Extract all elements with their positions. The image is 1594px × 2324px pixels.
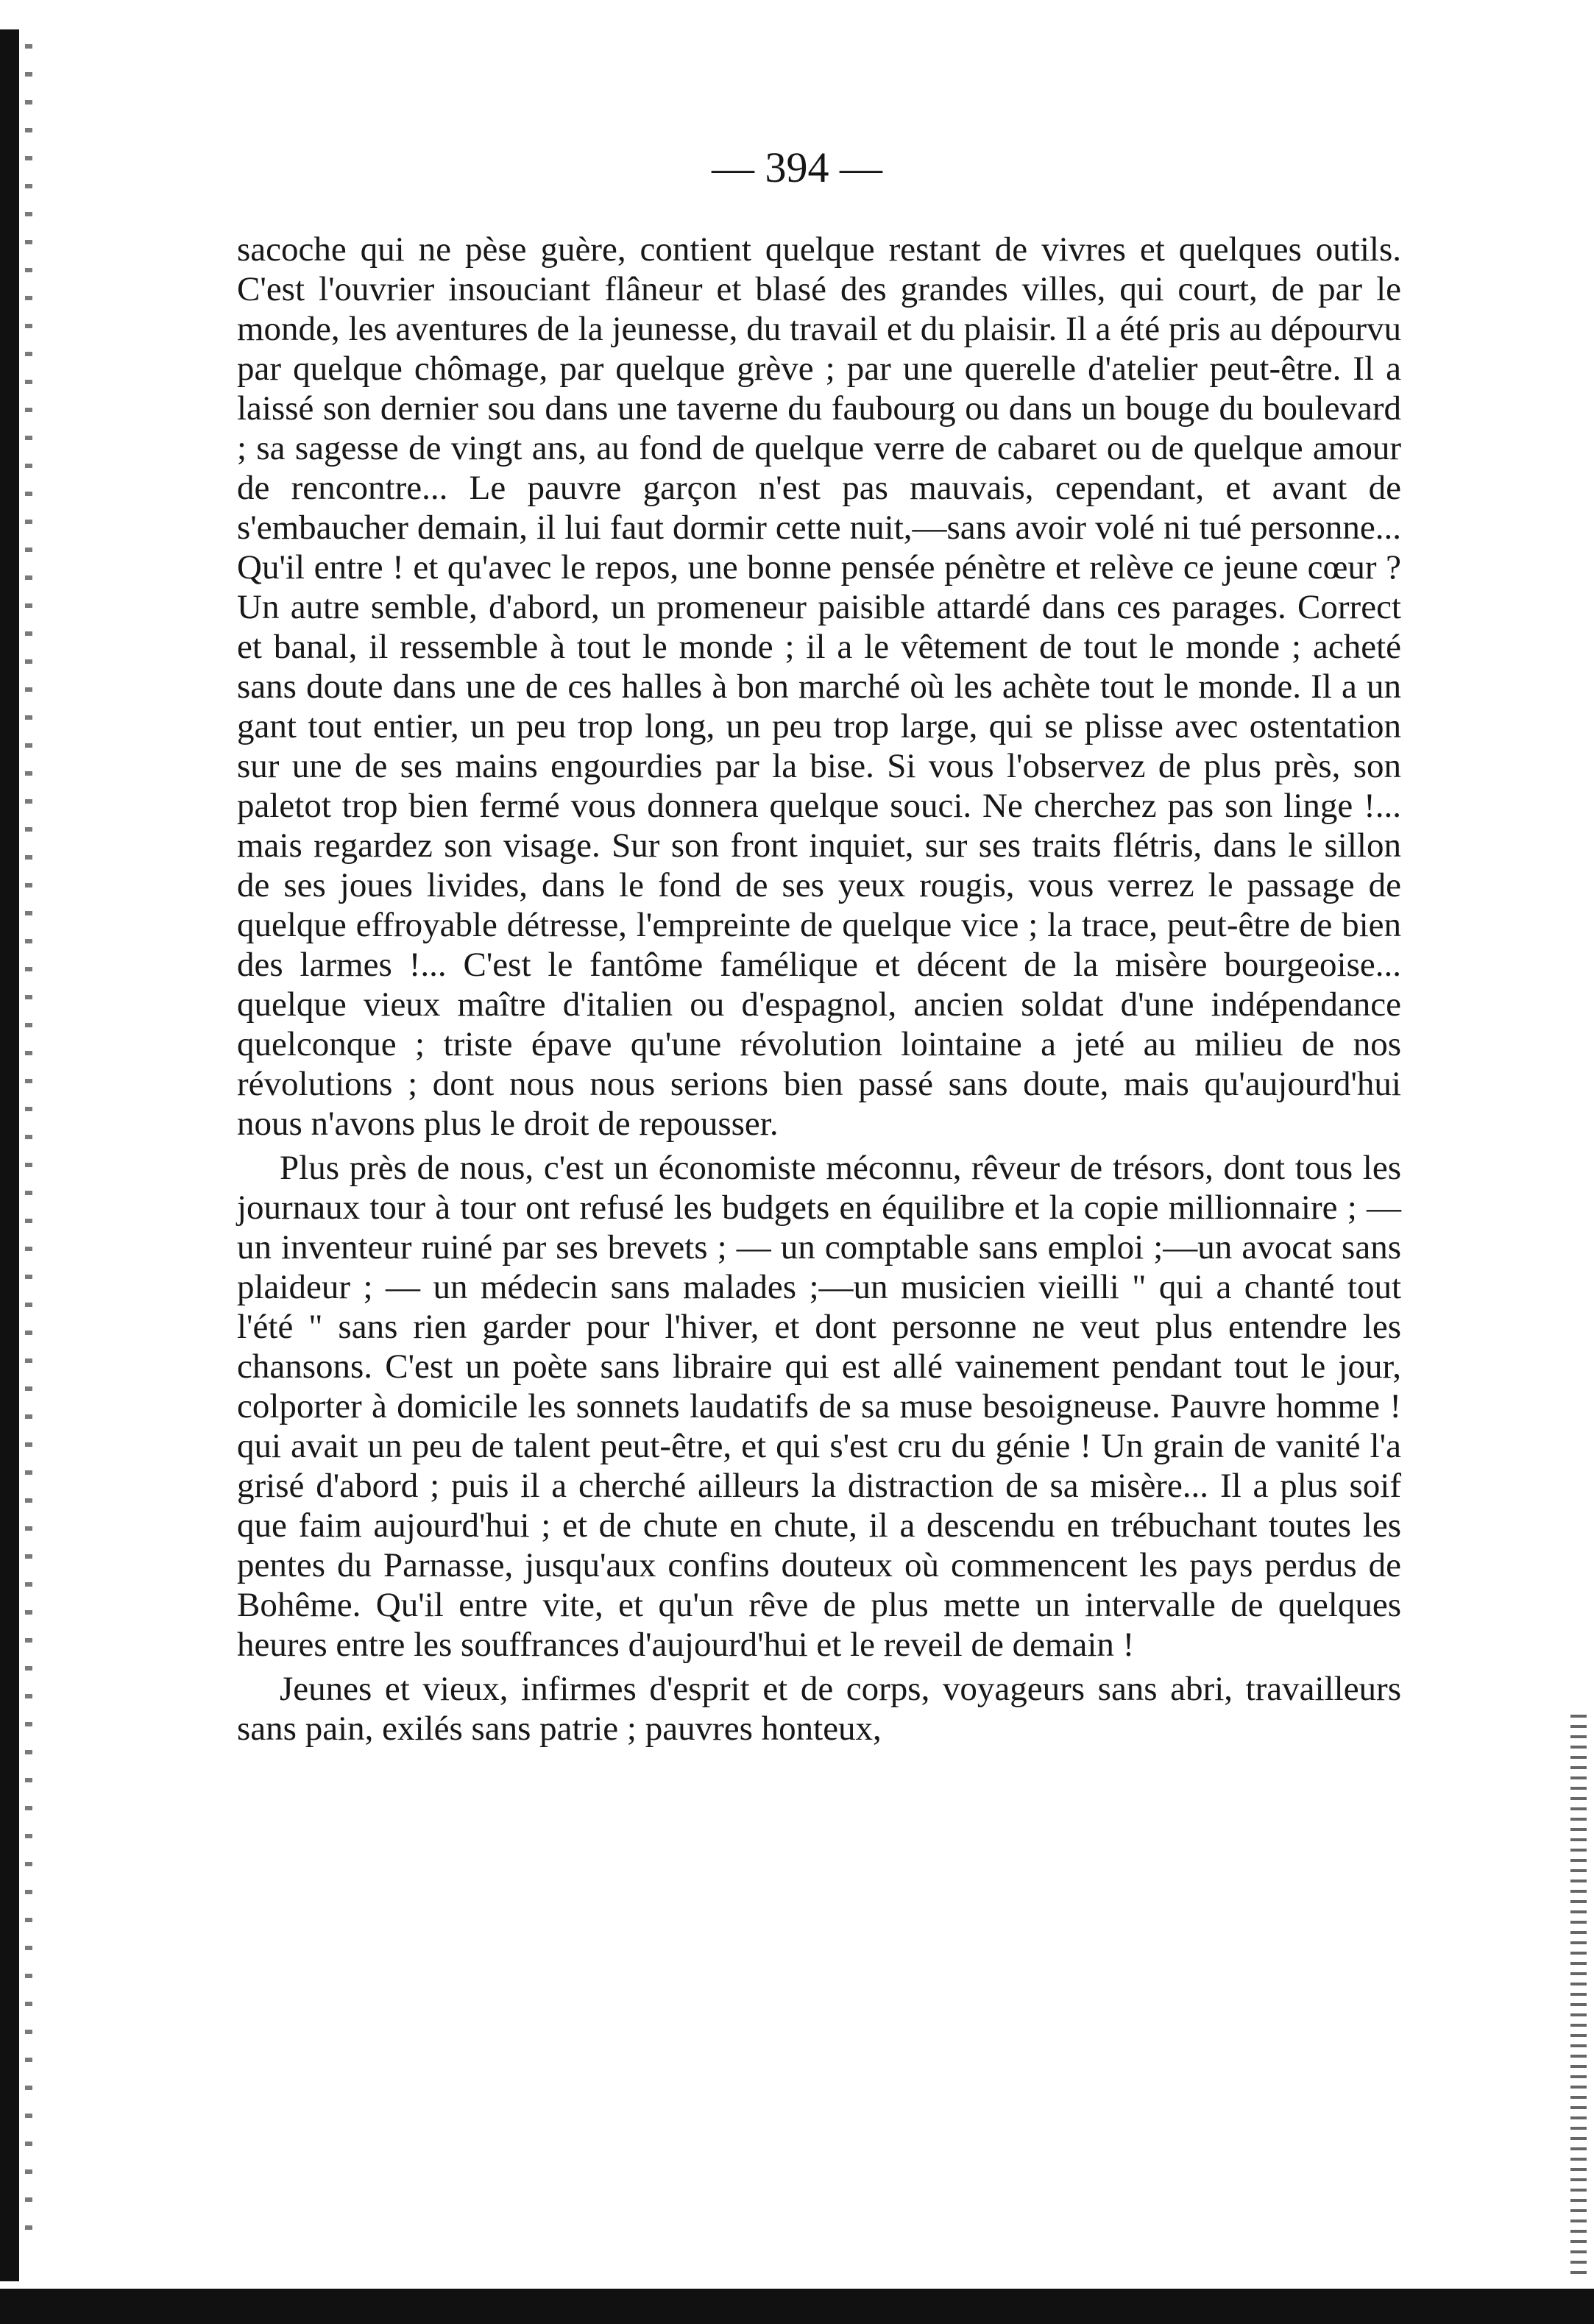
- paragraph-2: Plus près de nous, c'est un économiste méconnu, rêveur de trésors, dont tous les journaux tour à tour ont refusé les budgets en équilibre et la copie millionnaire ; — un inventeur ruiné par ses brevets ; — un comptable sans emploi ;—un avocat sans plaideur ; — un médecin sans malades ;—un musicien vieilli " qui a chanté tout l'été " sans rien garder pour l'hiver, et dont personne ne veut plus entendre les chansons. C'est un poète sans libraire qui est allé vainement pendant tout le jour, colporter à domicile les sonnets laudatifs de sa muse besoigneuse. Pauvre homme ! qui avait un peu de talent peut-être, et qui s'est cru du génie ! Un grain de vanité l'a grisé d'abord ; puis il a cherché ailleurs la distraction de sa misère... Il a plus soif que faim aujourd'hui ; et de chute en chute, il a descendu en trébuchant toutes les pentes du Parnasse, jusqu'aux confins douteux où commencent les pays perdus de Bohême. Qu'il entre vite, et qu'un rêve de plus mette un intervalle de quelques heures entre les souffrances d'aujourd'hui et le reveil de demain !: [237, 1149, 1401, 1664]
- scan-bottom-border: [0, 2289, 1594, 2324]
- scan-right-marks: [1570, 1715, 1587, 2274]
- page-number: — 394 —: [712, 144, 882, 191]
- scan-left-border: [0, 29, 19, 2281]
- body-text: [237, 230, 1401, 1753]
- paragraph-3: Jeunes et vieux, infirmes d'esprit et de corps, voyageurs sans abri, travailleurs sans pain, exilés sans patrie ; pauvres honteux,: [237, 1670, 1401, 1748]
- scan-left-marks: [25, 44, 32, 2252]
- paragraph-1: sacoche qui ne pèse guère, contient quelque restant de vivres et quelques outils. C'est l'ouvrier insouciant flâneur et blasé des grandes villes, qui court, de par le monde, les aventures de la jeunesse, du travail et du plaisir. Il a été pris au dépourvu par quelque chômage, par quelque grève ; par une querelle d'atelier peut-être. Il a laissé son dernier sou dans une taverne du faubourg ou dans un bouge du boulevard ; sa sagesse de vingt ans, au fond de quelque verre de cabaret ou de quelque amour de rencontre... Le pauvre garçon n'est pas mauvais, cependant, et avant de s'embaucher demain, il lui faut dormir cette nuit,—sans avoir volé ni tué personne... Qu'il entre ! et qu'avec le repos, une bonne pensée pénètre et relève ce jeune cœur ? Un autre semble, d'abord, un promeneur paisible attardé dans ces parages. Correct et banal, il ressemble à tout le monde ; il a le vêtement de tout le monde ; acheté sans doute dans une de ces halles à bon marché où les achète tout le monde. Il a un gant tout entier, un peu trop long, un peu trop large, qui se plisse avec ostentation sur une de ses mains engourdies par la bise. Si vous l'observez de plus près, son paletot trop bien fermé vous donnera quelque souci. Ne cherchez pas son linge !... mais regardez son visage. Sur son front inquiet, sur ses traits flétris, dans le sillon de ses joues livides, dans le fond de ses yeux rougis, vous verrez le passage de quelque effroyable détresse, l'empreinte de quelque vice ; la trace, peut-être de bien des larmes !... C'est le fantôme famélique et décent de la misère bourgeoise... quelque vieux maître d'italien ou d'espagnol, ancien soldat d'une indépendance quelconque ; triste épave qu'une révolution lointaine a jeté au milieu de nos révolutions ; dont nous nous serions bien passé sans doute, mais qu'aujourd'hui nous n'avons plus le droit de repousser.: [237, 230, 1401, 1143]
